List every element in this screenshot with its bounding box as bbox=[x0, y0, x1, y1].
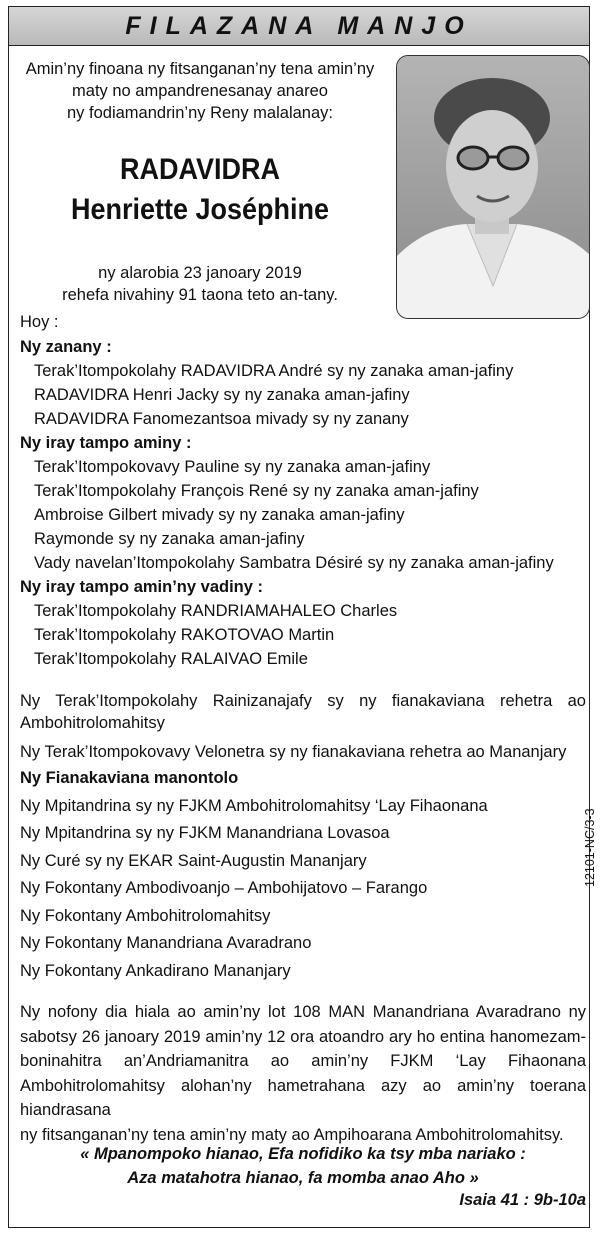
family-member: Terak’Itompokolahy RAKOTOVAO Martin bbox=[34, 626, 335, 644]
intro-text bbox=[20, 58, 380, 124]
family-member: Terak’Itompokolahy François René sy ny zanaka aman-jafiny bbox=[34, 482, 479, 500]
family-heading: Ny iray tampo aminy : bbox=[20, 434, 192, 452]
notice-header bbox=[9, 7, 589, 46]
family-member: Terak’Itompokovavy Pauline sy ny zanaka aman-jafiny bbox=[34, 458, 431, 476]
relatives-line: Ny Fokontany Ambodivoanjo – Ambohijatovo – Farango bbox=[20, 879, 428, 897]
family-heading: Ny iray tampo amin’ny vadiny : bbox=[20, 578, 263, 596]
intro-line: Amin’ny finoana ny fitsanganan’ny tena amin’ny bbox=[25, 60, 375, 78]
verse-line: « Mpanompoko hianao, Efa nofidiko ka tsy mba nariako : bbox=[80, 1145, 526, 1163]
portrait-illustration bbox=[397, 56, 590, 319]
closing-line: Ambohitrolomahitsy alohan’ny hametrahana azy ao amin’ny toerana hiandrasana bbox=[20, 1076, 586, 1119]
family-member: Vady navelan’Itompokolahy Sambatra Désiré sy ny zanaka aman-jafiny bbox=[34, 554, 554, 572]
portrait-photo bbox=[396, 55, 590, 319]
family-heading: Ny zanany : bbox=[20, 338, 112, 356]
family-member: Raymonde sy ny zanaka aman-jafiny bbox=[34, 530, 305, 548]
family-member: Terak’Itompokolahy RADAVIDRA André sy ny zanaka aman-jafiny bbox=[34, 362, 514, 380]
verse-reference: Isaia 41 : 9b-10a bbox=[459, 1191, 586, 1209]
closing-line: boninahitra an’Andriamanitra ao amin’ny FJKM ‘Lay Fihaonana bbox=[20, 1052, 586, 1070]
relatives-line: Ny Fokontany Ankadirano Mananjary bbox=[20, 961, 291, 980]
family-member: RADAVIDRA Fanomezantsoa mivady sy ny zanany bbox=[34, 410, 409, 428]
hoy-label: Hoy : bbox=[20, 313, 59, 331]
relatives-line: Ny Terak’Itompokolahy Rainizanajafy sy ny fianakaviana rehetra ao Ambohitrolomahitsy bbox=[20, 692, 586, 732]
relatives-line: Ny Curé sy ny EKAR Saint-Augustin Mananjary bbox=[20, 851, 367, 870]
family-member: RADAVIDRA Henri Jacky sy ny zanaka aman-jafiny bbox=[34, 386, 410, 404]
family-member: Ambroise Gilbert mivady sy ny zanaka aman-jafiny bbox=[34, 506, 405, 524]
family-member: Terak’Itompokolahy RANDRIAMAHALEO Charles bbox=[34, 602, 398, 620]
relatives-line: Ny Fokontany Ambohitrolomahitsy bbox=[20, 906, 271, 925]
age-line: rehefa nivahiny 91 taona teto an-tany. bbox=[62, 286, 338, 304]
closing-line: ny fitsanganan’ny tena amin’ny maty ao Ampihoarana Ambohitrolomahitsy. bbox=[20, 1125, 564, 1144]
bible-verse bbox=[20, 1142, 586, 1190]
ad-code: 12101-NC/3-3 bbox=[583, 808, 597, 887]
death-details bbox=[20, 262, 380, 306]
deceased-name bbox=[38, 150, 362, 230]
header-title: FILAZANA MANJO bbox=[125, 11, 473, 40]
relatives-list bbox=[20, 765, 560, 985]
relatives-line: Ny Fokontany Manandriana Avaradrano bbox=[20, 934, 312, 952]
verse-line: Aza matahotra hianao, fa momba anao Aho » bbox=[127, 1169, 479, 1187]
relatives-line: Ny Mpitandrina sy ny FJKM Manandriana Lovasoa bbox=[20, 824, 390, 842]
relatives-line: Ny Fianakaviana manontolo bbox=[20, 769, 239, 787]
relatives-line: Ny Mpitandrina sy ny FJKM Ambohitrolomahitsy ‘Lay Fihaonana bbox=[20, 796, 488, 815]
family-member: Terak’Itompokolahy RALAIVAO Emile bbox=[34, 650, 308, 668]
closing-line: Ny nofony dia hiala ao amin’ny lot 108 MAN Manandriana Avaradrano ny bbox=[20, 1003, 586, 1021]
funeral-arrangements bbox=[20, 1000, 586, 1147]
intro-line: maty no ampandrenesanay anareo bbox=[72, 82, 328, 100]
death-date: ny alarobia 23 janoary 2019 bbox=[98, 264, 302, 282]
intro-line: ny fodiamandrin’ny Reny malalanay: bbox=[67, 104, 333, 122]
closing-line: sabotsy 26 janoary 2019 amin’ny 12 ora atoandro ary ho entina hanomezam- bbox=[20, 1027, 586, 1046]
relatives-line: Ny Terak’Itompokovavy Velonetra sy ny fianakaviana rehetra ao Mananjary bbox=[20, 743, 567, 761]
family-list bbox=[20, 335, 580, 671]
deceased-surname: RADAVIDRA bbox=[119, 153, 281, 186]
deceased-given-names: Henriette Joséphine bbox=[70, 193, 330, 226]
